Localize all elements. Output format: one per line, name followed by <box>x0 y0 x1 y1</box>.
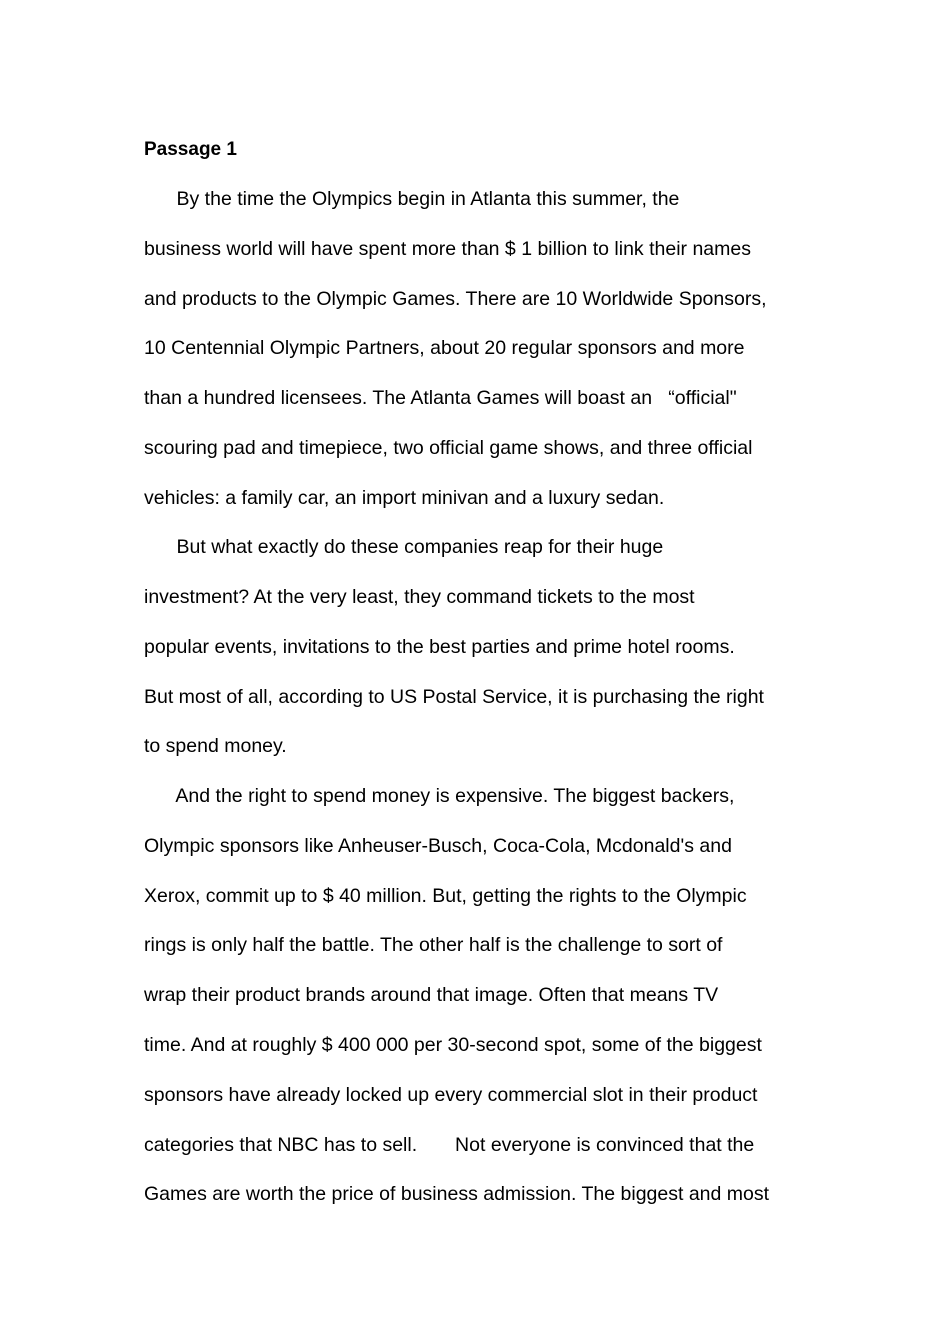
text-line: And the right to spend money is expensive. The biggest backers, <box>144 785 735 807</box>
text-line: sponsors have already locked up every commercial slot in their product <box>144 1084 758 1106</box>
text-line: Xerox, commit up to $ 40 million. But, getting the rights to the Olympic <box>144 885 747 907</box>
text-line: Olympic sponsors like Anheuser-Busch, Coca-Cola, Mcdonald's and <box>144 835 732 857</box>
text-line: By the time the Olympics begin in Atlanta this summer, the <box>144 188 680 210</box>
text-line: to spend money. <box>144 735 287 757</box>
text-line: than a hundred licensees. The Atlanta Games will boast an “official" <box>144 387 737 409</box>
text-line: and products to the Olympic Games. There are 10 Worldwide Sponsors, <box>144 288 767 310</box>
text-line: investment? At the very least, they command tickets to the most <box>144 586 695 608</box>
text-line: vehicles: a family car, an import minivan and a luxury sedan. <box>144 487 665 509</box>
text-line: scouring pad and timepiece, two official game shows, and three official <box>144 437 753 459</box>
passage-heading: Passage 1 <box>144 139 237 160</box>
text-line: rings is only half the battle. The other half is the challenge to sort of <box>144 934 723 956</box>
text-line: But what exactly do these companies reap for their huge <box>144 536 664 558</box>
text-line: 10 Centennial Olympic Partners, about 20 regular sponsors and more <box>144 337 745 359</box>
text-line: Games are worth the price of business admission. The biggest and most <box>144 1183 770 1205</box>
text-line: But most of all, according to US Postal Service, it is purchasing the right <box>144 686 764 708</box>
text-line: wrap their product brands around that image. Often that means TV <box>144 984 719 1006</box>
text-line: business world will have spent more than $ 1 billion to link their names <box>144 238 751 260</box>
text-line: popular events, invitations to the best parties and prime hotel rooms. <box>144 636 735 658</box>
text-line: categories that NBC has to sell. Not everyone is convinced that the <box>144 1134 755 1156</box>
text-line: time. And at roughly $ 400 000 per 30-second spot, some of the biggest <box>144 1034 762 1056</box>
